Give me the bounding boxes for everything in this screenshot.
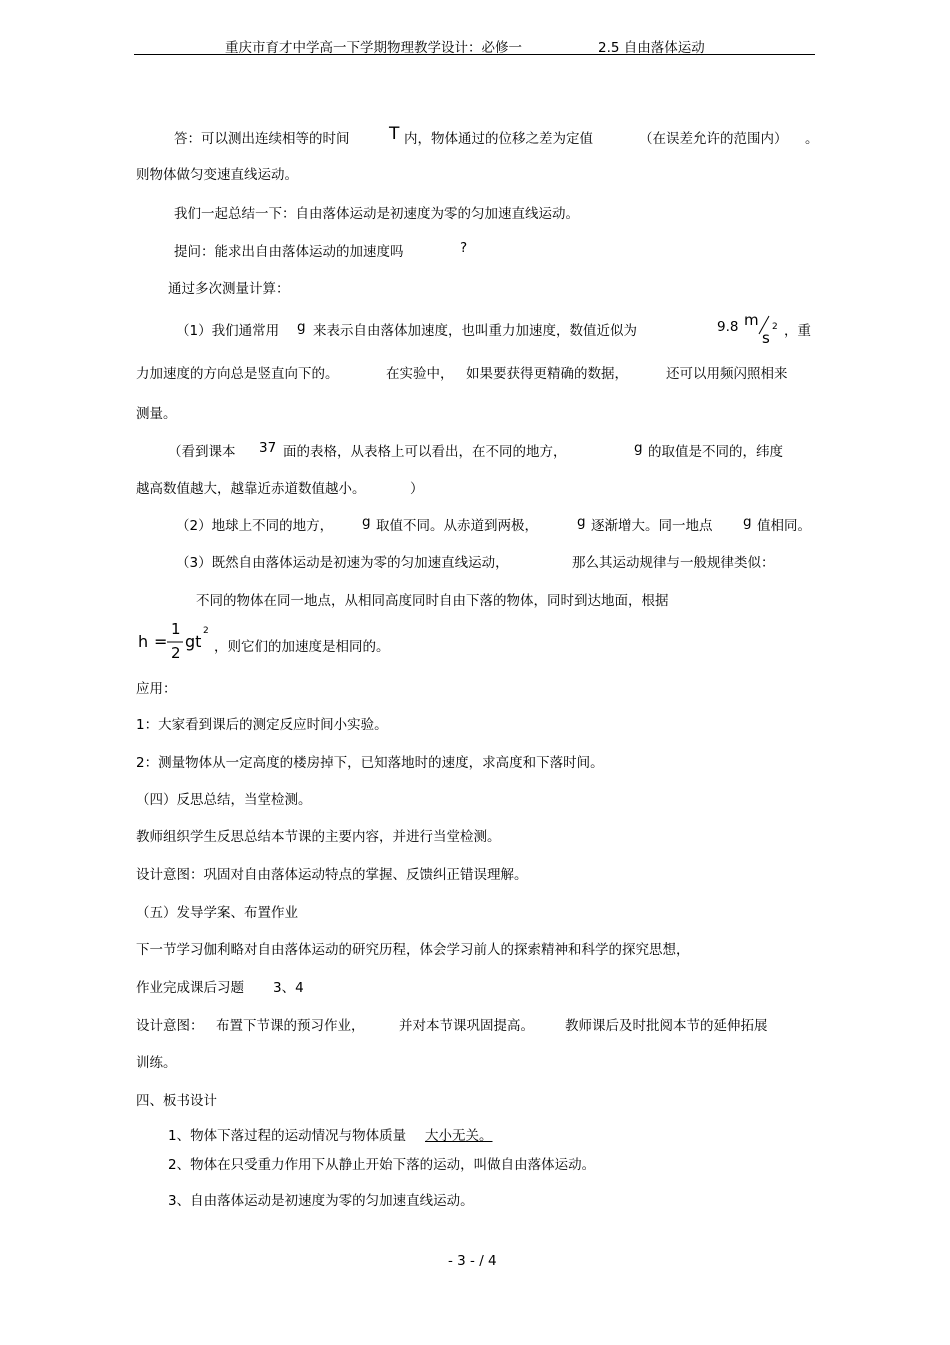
formula-gt: gt: [185, 632, 202, 651]
same-acceleration-text: 不同的物体在同一地点，从相同高度同时自由下落的物体，同时到达地面，根据: [196, 593, 669, 609]
section-homework-heading: （五）发导学案、布置作业: [136, 905, 298, 921]
board-item-1-emphasis: 大小无关。: [425, 1128, 493, 1144]
symbol-g-2: g: [634, 440, 643, 456]
point-1-tail: ，重: [784, 323, 811, 339]
symbol-g: g: [297, 319, 306, 335]
point-2-text: （2）地球上不同的地方，: [176, 518, 334, 534]
experiment-text: 在实验中，: [386, 366, 454, 382]
homework-intent-text-3: 教师课后及时批阅本节的延伸拓展: [565, 1018, 768, 1034]
board-item-2: 2、物体在只受重力作用下从静止开始下落的运动，叫做自由落体运动。: [168, 1157, 596, 1173]
application-item-1: 1：大家看到课后的测定反应时间小实验。: [136, 717, 388, 733]
reflection-intent: 设计意图：巩固对自由落体运动特点的掌握、反馈纠正错误理解。: [136, 867, 528, 883]
point-1-text: （1）我们通常用: [176, 323, 280, 339]
homework-intent-label: 设计意图：: [136, 1018, 204, 1034]
formula-numerator: 1: [171, 620, 181, 638]
homework-exercises: 作业完成课后习题: [136, 980, 244, 996]
header-title: 重庆市育才中学高一下学期物理教学设计：必修一: [225, 40, 522, 56]
point-3-text-2: 那么其运动规律与一般规律类似：: [572, 555, 775, 571]
g-value: 9.8: [717, 319, 739, 335]
unit-m: m: [744, 311, 759, 329]
homework-intent-text-2: 并对本节课巩固提高。: [399, 1018, 534, 1034]
formula-conclusion: ，则它们的加速度是相同的。: [214, 639, 390, 655]
textbook-ref-2: 面的表格，从表格上可以看出，在不同的地方，: [283, 444, 567, 460]
page-number: - 3 - / 4: [448, 1253, 497, 1269]
point-2-text-4: 值相同。: [757, 518, 811, 534]
experiment-text-2: 如果要获得更精确的数据，: [466, 366, 628, 382]
symbol-g-5: g: [743, 514, 752, 530]
reflection-text: 教师组织学生反思总结本节课的主要内容，并进行当堂检测。: [136, 829, 501, 845]
section-reflection-heading: （四）反思总结，当堂检测。: [136, 792, 312, 808]
measurement-text: 测量。: [136, 406, 177, 422]
homework-next-lesson: 下一节学习伽利略对自由落体运动的研究历程，体会学习前人的探索精神和科学的探究思想，: [136, 942, 690, 958]
close-paren: ）: [410, 481, 424, 497]
header-rule: [134, 54, 815, 55]
latitude-text: 越高数值越大，越靠近赤道数值越小。: [136, 481, 366, 497]
symbol-T: T: [389, 124, 400, 144]
point-2-text-3: 逐渐增大。同一地点: [591, 518, 713, 534]
homework-exercise-numbers: 3、4: [273, 980, 304, 996]
answer-note: （在误差允许的范围内）: [639, 131, 788, 147]
point-1-text-2: 来表示自由落体加速度，也叫重力加速度，数值近似为: [313, 323, 637, 339]
question-mark: ?: [460, 240, 468, 256]
unit-s: s: [762, 329, 770, 347]
application-heading: 应用：: [136, 681, 177, 697]
question-text: 提问：能求出自由落体运动的加速度吗: [174, 244, 404, 260]
calc-intro: 通过多次测量计算：: [168, 281, 290, 297]
unit-exponent: 2: [772, 322, 778, 332]
formula-equals: =: [154, 632, 168, 651]
answer-text: 答：可以测出连续相等的时间: [174, 131, 350, 147]
textbook-ref-3: 的取值是不同的，纬度: [648, 444, 783, 460]
formula-exponent: 2: [203, 626, 209, 636]
textbook-ref: （看到课本: [168, 444, 236, 460]
symbol-g-4: g: [577, 514, 586, 530]
textbook-page: 37: [259, 440, 277, 456]
homework-intent-text: 布置下节课的预习作业，: [216, 1018, 365, 1034]
board-design-heading: 四、板书设计: [136, 1093, 217, 1109]
formula-fraction-bar: [167, 641, 183, 643]
formula-denominator: 2: [171, 644, 181, 662]
experiment-text-3: 还可以用频闪照相来: [666, 366, 788, 382]
point-2-text-2: 取值不同。从赤道到两极，: [376, 518, 538, 534]
formula-h: h: [138, 632, 149, 651]
symbol-g-3: g: [362, 514, 371, 530]
board-item-3: 3、自由落体运动是初速度为零的匀加速直线运动。: [168, 1193, 474, 1209]
answer-conclusion: 则物体做匀变速直线运动。: [136, 167, 298, 183]
homework-intent-tail: 训练。: [136, 1055, 177, 1071]
board-item-1: 1、物体下落过程的运动情况与物体质量: [168, 1128, 407, 1144]
gravity-direction: 力加速度的方向总是竖直向下的。: [136, 366, 339, 382]
header-section: 2.5 自由落体运动: [598, 40, 705, 56]
answer-period: 。: [805, 131, 819, 147]
application-item-2: 2：测量物体从一定高度的楼房掉下，已知落地时的速度，求高度和下落时间。: [136, 755, 604, 771]
answer-text-2: 内，物体通过的位移之差为定值: [404, 131, 593, 147]
point-3-text: （3）既然自由落体运动是初速为零的匀加速直线运动，: [176, 555, 509, 571]
summary-text: 我们一起总结一下：自由落体运动是初速度为零的匀加速直线运动。: [174, 206, 579, 222]
